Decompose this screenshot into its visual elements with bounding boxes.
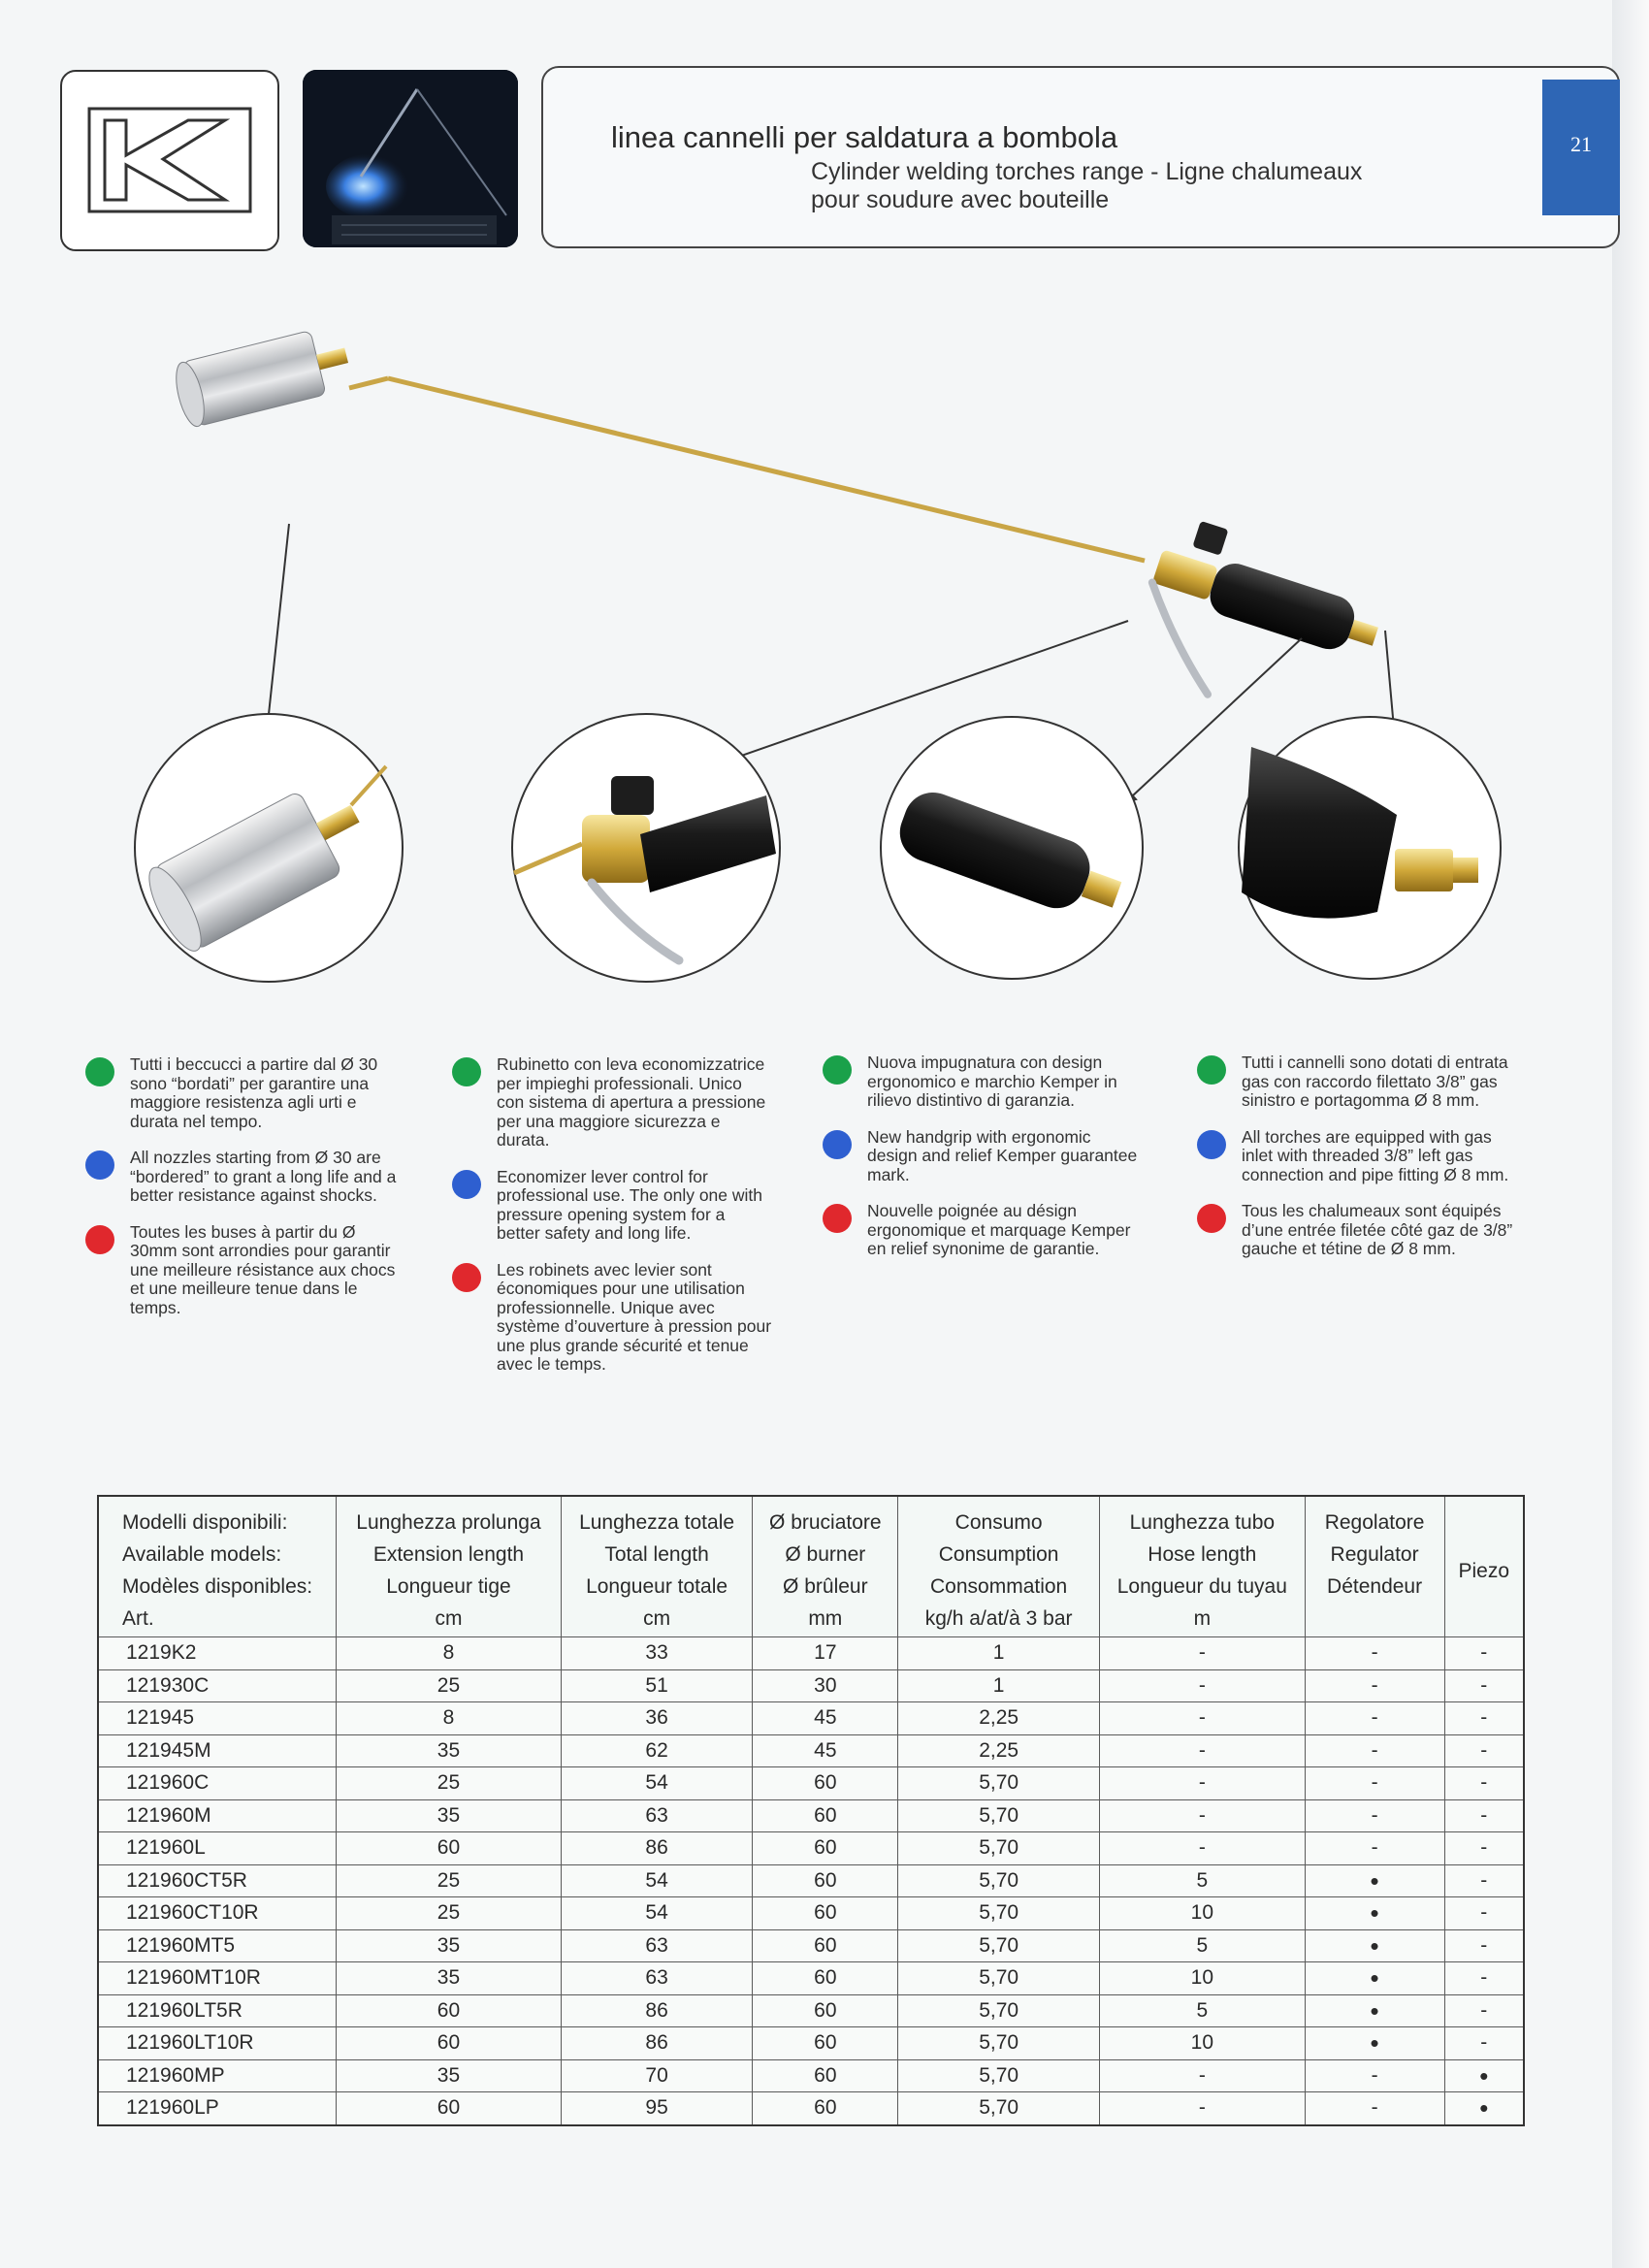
page-number: 21 (1570, 132, 1592, 156)
table-cell: - (1100, 1832, 1306, 1865)
feature-text-it: Tutti i beccucci a partire dal Ø 30 sono “bordati” per garantire una maggiore resistenza agli urti e durata nel tempo. (85, 1055, 405, 1131)
column-header-line: Hose length (1148, 1543, 1257, 1566)
table-row (98, 1832, 1524, 1865)
column-header (1444, 1496, 1524, 1637)
table-cell: 10 (1100, 1897, 1306, 1930)
column-header-line: Ø bruciatore (769, 1511, 882, 1534)
feature-text-fr: Nouvelle poignée au désign ergonomique et marquage Kemper en relief synonime de garantie. (823, 1202, 1143, 1259)
blue-dot-icon (823, 1130, 852, 1159)
table-cell: 2,25 (898, 1734, 1100, 1767)
model-code-cell: 121945 (98, 1702, 337, 1735)
blue-dot-icon (452, 1170, 481, 1199)
table-body (98, 1637, 1524, 2125)
table-cell: 35 (337, 1799, 562, 1832)
table-cell: 5,70 (898, 2092, 1100, 2125)
table-cell: - (1444, 1994, 1524, 2027)
table-cell: 63 (561, 1929, 753, 1962)
table-cell: 5 (1100, 1994, 1306, 2027)
k-logo-icon (62, 72, 277, 249)
column-header-line: cm (643, 1607, 671, 1630)
table-cell: - (1444, 1962, 1524, 1995)
feature-text-fr: Les robinets avec levier sont économiques pour une utilisation professionnelle. Unique avec système d’ouverture à pression pour une plus grande sécurité et tenue avec le temps. (452, 1261, 772, 1375)
table-cell: 60 (753, 1929, 898, 1962)
detail-circle-valve (512, 714, 780, 982)
table-cell: 1 (898, 1637, 1100, 1670)
column-header-line: Détendeur (1327, 1575, 1423, 1598)
feature-text-it: Rubinetto con leva economizzatrice per impieghi professionali. Unico con sistema di apertura a pressione per una maggiore sicurezza e durata. (452, 1055, 772, 1150)
table-cell: 33 (561, 1637, 753, 1670)
column-header-line: Longueur tige (386, 1575, 511, 1598)
column-header-line: Consumption (938, 1543, 1059, 1566)
page-title: linea cannelli per saldatura a bombola (611, 120, 1118, 154)
table-cell: 25 (337, 1897, 562, 1930)
table-row (98, 1929, 1524, 1962)
table-cell: 5,70 (898, 2059, 1100, 2092)
table-cell: • (1305, 2027, 1444, 2060)
column-header-line: Consumo (954, 1511, 1043, 1534)
model-code-cell: 121945M (98, 1734, 337, 1767)
table-row (98, 1702, 1524, 1735)
table-cell: 35 (337, 1734, 562, 1767)
table-cell: - (1444, 1864, 1524, 1897)
model-code-cell: 121960MP (98, 2059, 337, 2092)
table-cell: 86 (561, 1832, 753, 1865)
blue-dot-icon (85, 1150, 114, 1180)
column-header-line: Longueur totale (586, 1575, 728, 1598)
model-code-cell: 1219K2 (98, 1637, 337, 1670)
torch-flame-photo (303, 70, 518, 247)
table-row (98, 1799, 1524, 1832)
table-cell: 5 (1100, 1864, 1306, 1897)
table-cell: • (1305, 1864, 1444, 1897)
model-code-cell: 121960M (98, 1799, 337, 1832)
table-cell: 5,70 (898, 1929, 1100, 1962)
table-cell: - (1444, 1767, 1524, 1800)
table-row (98, 2092, 1524, 2125)
table-cell: 63 (561, 1962, 753, 1995)
table-cell: 5,70 (898, 1832, 1100, 1865)
feature-column-valve (452, 1055, 772, 1392)
table-cell: - (1100, 1669, 1306, 1702)
column-header (1100, 1496, 1306, 1637)
table-cell: - (1305, 1734, 1444, 1767)
red-dot-icon (452, 1263, 481, 1292)
detail-circle-handgrip (881, 717, 1143, 979)
table-cell: 45 (753, 1734, 898, 1767)
table-cell: - (1444, 1832, 1524, 1865)
column-header-line: cm (435, 1607, 463, 1630)
model-code-cell: 121930C (98, 1669, 337, 1702)
table-cell: 5,70 (898, 1864, 1100, 1897)
column-header-line: Lunghezza totale (579, 1511, 735, 1534)
table-cell: • (1305, 1994, 1444, 2027)
table-cell: - (1444, 1734, 1524, 1767)
table-cell: 5,70 (898, 1799, 1100, 1832)
table-cell: - (1444, 1669, 1524, 1702)
table-cell: 60 (337, 1994, 562, 2027)
feature-text-it: Nuova impugnatura con design ergonomico e marchio Kemper in rilievo distintivo di garanzia. (823, 1053, 1143, 1111)
table-cell: 25 (337, 1864, 562, 1897)
column-header-line: Total length (604, 1543, 709, 1566)
green-dot-icon (1197, 1055, 1226, 1085)
model-code-cell: 121960LP (98, 2092, 337, 2125)
table-cell: - (1444, 1897, 1524, 1930)
table-cell: 25 (337, 1767, 562, 1800)
table-cell: 60 (753, 2027, 898, 2060)
table-cell: 60 (337, 2092, 562, 2125)
table-cell: 70 (561, 2059, 753, 2092)
column-header-line: kg/h a/at/à 3 bar (924, 1607, 1073, 1630)
table-cell: - (1444, 1799, 1524, 1832)
table-cell: 51 (561, 1669, 753, 1702)
table-cell: - (1444, 1637, 1524, 1670)
table-row (98, 1994, 1524, 2027)
table-cell: 60 (753, 1994, 898, 2027)
table-cell: 17 (753, 1637, 898, 1670)
feature-text-en: Economizer lever control for professional use. The only one with pressure opening system for a better safety and long life. (452, 1168, 772, 1244)
table-cell: • (1444, 2092, 1524, 2125)
kemper-logo (60, 70, 279, 251)
feature-column-gas-inlet (1197, 1053, 1517, 1277)
column-header (753, 1496, 898, 1637)
table-cell: 62 (561, 1734, 753, 1767)
column-header-line: Consommation (930, 1575, 1068, 1598)
model-code-cell: 121960LT5R (98, 1994, 337, 2027)
column-header-line: Available models: (122, 1543, 282, 1566)
column-header-line: mm (808, 1607, 843, 1630)
table-cell: 35 (337, 2059, 562, 2092)
table-cell: - (1444, 1702, 1524, 1735)
header-row (98, 1496, 1524, 1637)
table-row (98, 2059, 1524, 2092)
feature-text-it: Tutti i cannelli sono dotati di entrata gas con raccordo filettato 3/8” gas sinistro e portagomma Ø 8 mm. (1197, 1053, 1517, 1111)
table-cell: - (1305, 1799, 1444, 1832)
table-cell: • (1444, 2059, 1524, 2092)
page-edge (1612, 0, 1649, 2268)
table-cell: - (1305, 1669, 1444, 1702)
model-code-cell: 121960MT5 (98, 1929, 337, 1962)
table-cell: 36 (561, 1702, 753, 1735)
table-cell: - (1100, 1702, 1306, 1735)
table-cell: - (1305, 1702, 1444, 1735)
page-subtitle (811, 158, 1509, 214)
table-row (98, 1669, 1524, 1702)
green-dot-icon (823, 1055, 852, 1085)
column-header (1305, 1496, 1444, 1637)
column-header-line: Extension length (372, 1543, 525, 1566)
detail-circle-gas-inlet (1239, 717, 1501, 979)
table-cell: 8 (337, 1637, 562, 1670)
column-header-line: Regulator (1330, 1543, 1419, 1566)
table-cell: 45 (753, 1702, 898, 1735)
table-cell: 5,70 (898, 1767, 1100, 1800)
table-row (98, 1962, 1524, 1995)
column-header-line: Longueur du tuyau (1116, 1575, 1287, 1598)
table-cell: 5,70 (898, 2027, 1100, 2060)
table-cell: 60 (753, 1799, 898, 1832)
model-code-cell: 121960C (98, 1767, 337, 1800)
feature-text-fr: Tous les chalumeaux sont équipés d’une entrée filetée côté gaz de 3/8” gauche et tétine de Ø 8 mm. (1197, 1202, 1517, 1259)
torch-illustration (0, 291, 1610, 1048)
table-cell: • (1305, 1897, 1444, 1930)
table-cell: 35 (337, 1962, 562, 1995)
table-cell: 5,70 (898, 1994, 1100, 2027)
column-header (337, 1496, 562, 1637)
table-cell: 63 (561, 1799, 753, 1832)
table-cell: 60 (753, 2092, 898, 2125)
column-header-line: Modelli disponibili: (122, 1511, 288, 1534)
table-cell: 10 (1100, 1962, 1306, 1995)
blue-dot-icon (1197, 1130, 1226, 1159)
table-row (98, 1637, 1524, 1670)
table-cell: 95 (561, 2092, 753, 2125)
table-cell: - (1100, 2059, 1306, 2092)
model-code-cell: 121960L (98, 1832, 337, 1865)
table-row (98, 1767, 1524, 1800)
model-code-cell: 121960MT10R (98, 1962, 337, 1995)
feature-column-handgrip (823, 1053, 1143, 1277)
table-cell: 54 (561, 1864, 753, 1897)
torch-full-view (171, 323, 1393, 738)
subtitle-line-1: Cylinder welding torches range - Ligne chalumeaux (811, 158, 1363, 185)
table-cell: 54 (561, 1767, 753, 1800)
table-cell: 60 (753, 1962, 898, 1995)
table-row (98, 2027, 1524, 2060)
column-header-line: Art. (122, 1607, 154, 1630)
column-header (98, 1496, 337, 1637)
models-table (97, 1495, 1525, 2126)
red-dot-icon (823, 1204, 852, 1233)
feature-text-en: All torches are equipped with gas inlet with threaded 3/8” left gas connection and pipe fitting Ø 8 mm. (1197, 1128, 1517, 1185)
table-cell: 1 (898, 1669, 1100, 1702)
model-code-cell: 121960CT5R (98, 1864, 337, 1897)
table-cell: 54 (561, 1897, 753, 1930)
table-cell: - (1100, 1637, 1306, 1670)
column-header (898, 1496, 1100, 1637)
table-cell: - (1100, 2092, 1306, 2125)
green-dot-icon (452, 1057, 481, 1086)
table-cell: 60 (753, 1832, 898, 1865)
title-panel (541, 66, 1620, 248)
table-cell: 86 (561, 1994, 753, 2027)
detail-circle-nozzle (135, 714, 403, 982)
table-cell: 35 (337, 1929, 562, 1962)
table-cell: 5,70 (898, 1897, 1100, 1930)
column-header-line: Piezo (1458, 1559, 1510, 1582)
table-cell: 8 (337, 1702, 562, 1735)
table-cell: - (1305, 2092, 1444, 2125)
column-header-line: m (1193, 1607, 1212, 1630)
model-code-cell: 121960LT10R (98, 2027, 337, 2060)
column-header-line: Ø brûleur (783, 1575, 868, 1598)
red-dot-icon (1197, 1204, 1226, 1233)
table-cell: - (1444, 1929, 1524, 1962)
table-header (98, 1496, 1524, 1637)
column-header-line: Modèles disponibles: (122, 1575, 313, 1598)
table-cell: 5,70 (898, 1962, 1100, 1995)
table-cell: 86 (561, 2027, 753, 2060)
table-cell: 60 (753, 1864, 898, 1897)
table-cell: - (1444, 2027, 1524, 2060)
table-row (98, 1864, 1524, 1897)
table-cell: - (1100, 1799, 1306, 1832)
table-cell: 60 (753, 2059, 898, 2092)
feature-text-fr: Toutes les buses à partir du Ø 30mm sont arrondies pour garantir une meilleure résistance aux chocs et une meilleure tenue dans le temps. (85, 1223, 405, 1318)
feature-text-en: All nozzles starting from Ø 30 are “bordered” to grant a long life and a better resistance against shocks. (85, 1149, 405, 1206)
feature-text-en: New handgrip with ergonomic design and relief Kemper guarantee mark. (823, 1128, 1143, 1185)
table-cell: 60 (753, 1767, 898, 1800)
table-cell: 5 (1100, 1929, 1306, 1962)
table-cell: - (1100, 1734, 1306, 1767)
table-cell: 10 (1100, 2027, 1306, 2060)
red-dot-icon (85, 1225, 114, 1254)
column-header (561, 1496, 753, 1637)
table-row (98, 1734, 1524, 1767)
table-cell: • (1305, 1929, 1444, 1962)
table-cell: 25 (337, 1669, 562, 1702)
green-dot-icon (85, 1057, 114, 1086)
table-cell: - (1100, 1767, 1306, 1800)
table-cell: • (1305, 1962, 1444, 1995)
feature-column-nozzle (85, 1055, 405, 1335)
column-header-line: Regolatore (1324, 1511, 1425, 1534)
subtitle-line-2: pour soudure avec bouteille (811, 186, 1110, 213)
table-cell: 60 (753, 1897, 898, 1930)
table-cell: - (1305, 2059, 1444, 2092)
column-header-line: Lunghezza prolunga (356, 1511, 541, 1534)
table-cell: - (1305, 1637, 1444, 1670)
table-cell: 60 (337, 1832, 562, 1865)
table-cell: 30 (753, 1669, 898, 1702)
table-cell: - (1305, 1767, 1444, 1800)
column-header-line: Ø burner (785, 1543, 866, 1566)
model-code-cell: 121960CT10R (98, 1897, 337, 1930)
table-cell: - (1305, 1832, 1444, 1865)
table-cell: 60 (337, 2027, 562, 2060)
column-header-line: Lunghezza tubo (1129, 1511, 1276, 1534)
table-row (98, 1897, 1524, 1930)
table-cell: 2,25 (898, 1702, 1100, 1735)
